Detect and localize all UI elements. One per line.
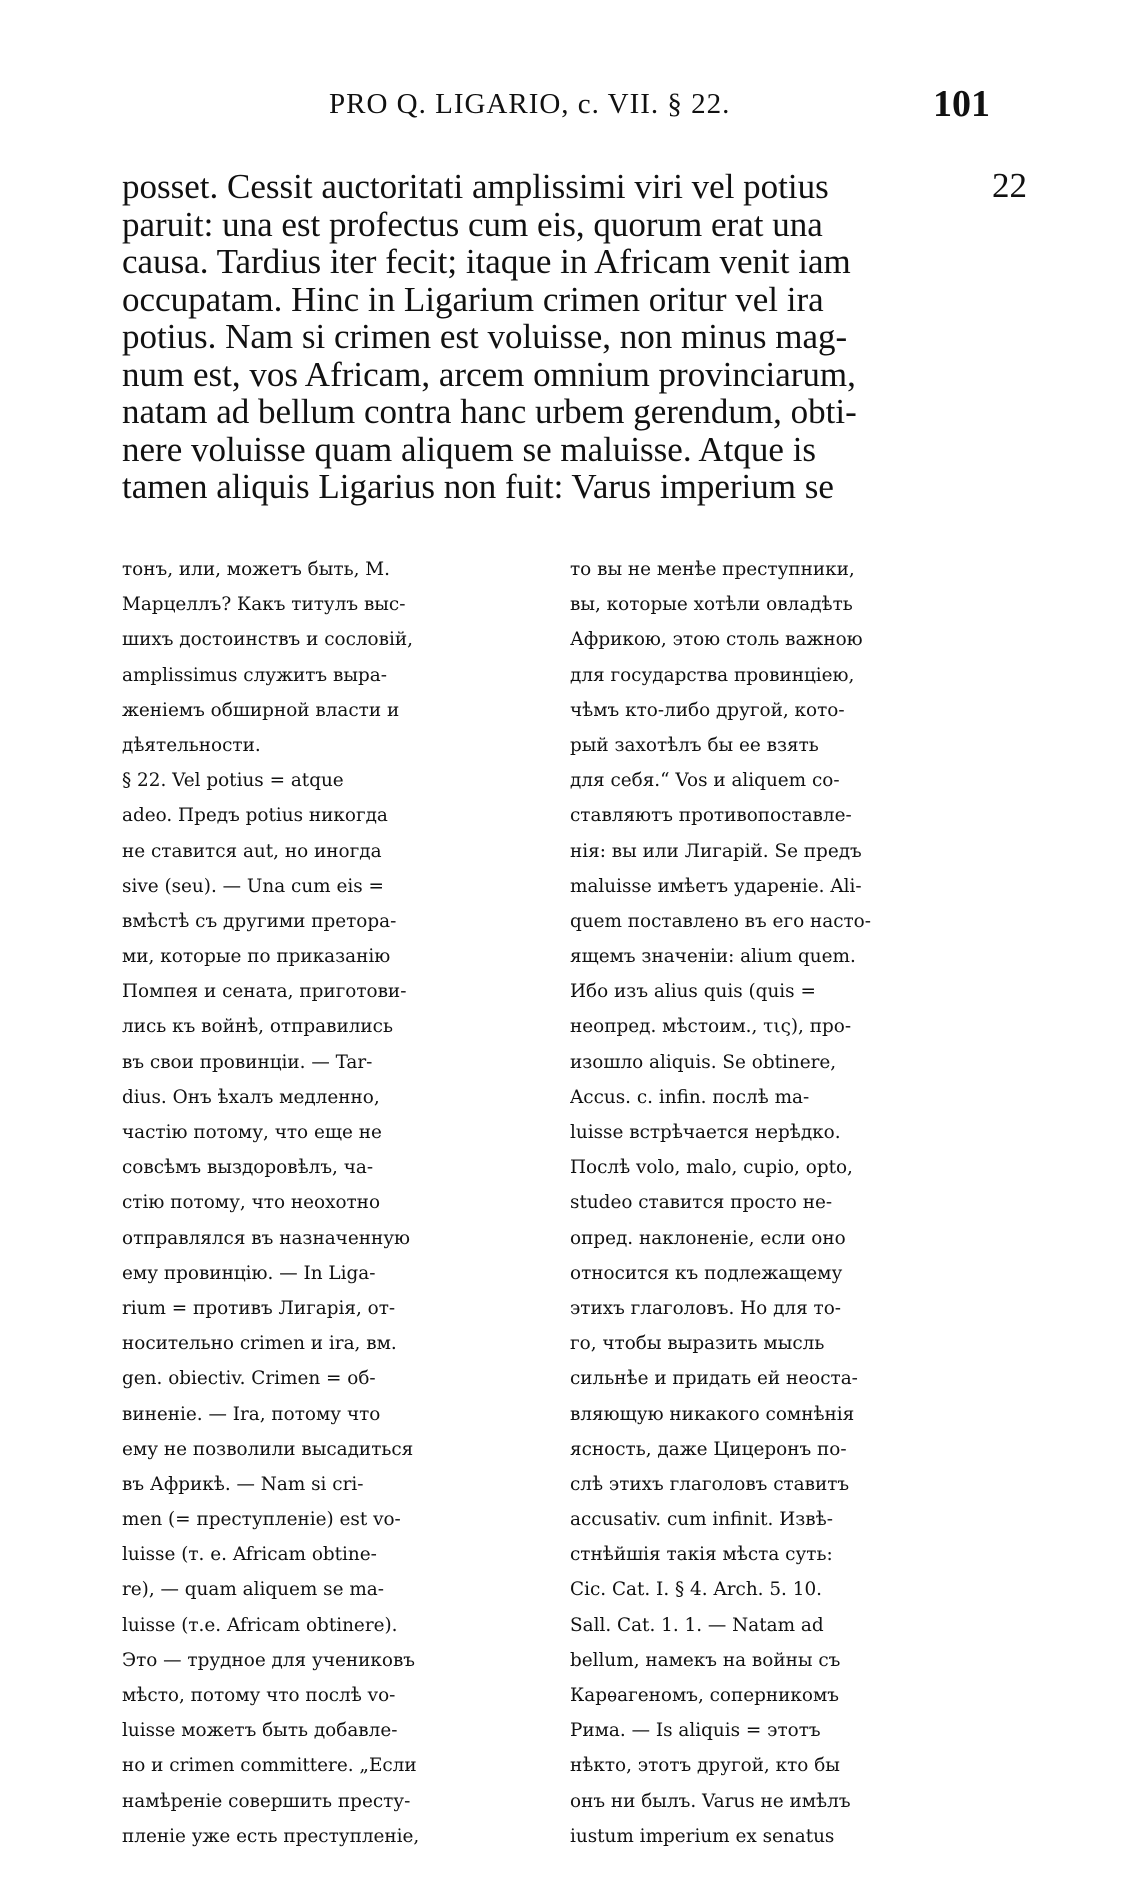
commentary-line: ему не позволили высадиться bbox=[122, 1438, 414, 1460]
commentary-line: виненіе. — Ira, потому что bbox=[122, 1403, 381, 1425]
commentary-line: вляющую никакого сомнѣнія bbox=[570, 1403, 855, 1425]
commentary-line: мѣсто, потому что послѣ vo- bbox=[122, 1685, 396, 1706]
commentary-line: ми, которые по приказанію bbox=[122, 946, 391, 968]
commentary-line: онъ ни былъ. Varus не имѣлъ bbox=[570, 1790, 851, 1812]
commentary-line: Sall. Cat. 1. 1. — Natam ad bbox=[570, 1614, 824, 1636]
commentary-line: нія: вы или Лигарій. Se предъ bbox=[570, 840, 862, 862]
commentary-line: men (= преступленіе) est vo- bbox=[122, 1509, 401, 1531]
commentary-line: пленіе уже есть преступленіе, bbox=[122, 1825, 420, 1847]
commentary-line: Марцеллъ? Какъ титулъ выс- bbox=[122, 594, 406, 616]
commentary-line: ящемъ значеніи: alium quem. bbox=[570, 946, 856, 968]
commentary-line: опред. наклоненіе, если оно bbox=[570, 1227, 846, 1249]
latin-text-line: causa. Tardius iter fecit; itaque in Africam venit iam bbox=[122, 242, 851, 281]
commentary-line: Это — трудное для учениковъ bbox=[122, 1649, 416, 1671]
commentary-line: Карѳагеномъ, соперникомъ bbox=[570, 1685, 840, 1706]
latin-text-line: posset. Cessit auctoritati amplissimi viri vel potius bbox=[122, 167, 829, 206]
commentary-line: Помпея и сената, приготови- bbox=[122, 981, 407, 1003]
commentary-line: то вы не менѣе преступники, bbox=[570, 559, 855, 580]
commentary-line: Ибо изъ alius quis (quis = bbox=[570, 981, 816, 1003]
commentary-line: дѣятельности. bbox=[122, 734, 261, 756]
commentary-line: для государства провинціею, bbox=[570, 664, 855, 686]
commentary-line: Африкою, этою столь важною bbox=[570, 629, 863, 651]
commentary-line: iustum imperium ex senatus bbox=[570, 1825, 835, 1847]
commentary-line: не ставится aut, но иногда bbox=[122, 840, 382, 862]
latin-text-line: nere voluisse quam aliquem se maluisse. Atque is bbox=[122, 429, 817, 469]
commentary-line: вмѣстѣ съ другими претора- bbox=[122, 910, 397, 932]
commentary-line: изошло aliquis. Se obtinere, bbox=[570, 1051, 837, 1073]
commentary-line: лись къ войнѣ, отправились bbox=[122, 1016, 393, 1038]
commentary-line: стію потому, что неохотно bbox=[122, 1192, 381, 1214]
commentary-line: luisse (т.е. Africam obtinere). bbox=[122, 1614, 398, 1636]
commentary-line: re), — quam aliquem se ma- bbox=[122, 1579, 384, 1601]
commentary-line: accusativ. cum infinit. Извѣ- bbox=[570, 1509, 833, 1531]
latin-text-line: tamen aliquis Ligarius non fuit: Varus imperium se bbox=[122, 467, 834, 506]
latin-text-line: occupatam. Hinc in Ligarium crimen oritur vel ira bbox=[122, 279, 824, 319]
commentary-line: носительно crimen и ira, вм. bbox=[122, 1333, 397, 1355]
commentary-line: rium = противъ Лигарія, от- bbox=[122, 1297, 396, 1319]
commentary-line: Послѣ volo, malo, cupio, opto, bbox=[570, 1157, 853, 1179]
commentary-line: luisse встрѣчается нерѣдко. bbox=[570, 1122, 841, 1143]
commentary-line: женіемъ обширной власти и bbox=[122, 699, 400, 721]
commentary-line: gen. obiectiv. Crimen = об- bbox=[122, 1368, 376, 1390]
commentary-line: § 22. Vel potius = atque bbox=[122, 770, 344, 792]
commentary-line: нѣкто, этотъ другой, кто бы bbox=[570, 1755, 840, 1777]
commentary-line: studeo ставится просто не- bbox=[570, 1192, 833, 1214]
commentary-line: чѣмъ кто-либо другой, кото- bbox=[570, 699, 845, 721]
commentary-line: ему провинцію. — In Liga- bbox=[122, 1262, 376, 1284]
commentary-line: тонъ, или, можетъ быть, М. bbox=[122, 559, 390, 580]
commentary-line: въ свои провинціи. — Tar- bbox=[122, 1051, 373, 1073]
commentary-line: совсѣмъ выздоровѣлъ, ча- bbox=[122, 1157, 374, 1179]
latin-text-line: paruit: una est profectus cum eis, quorum erat una bbox=[122, 204, 823, 244]
commentary-line: для себя.“ Vos и aliquem со- bbox=[570, 770, 840, 792]
latin-text-line: potius. Nam si crimen est voluisse, non minus mag- bbox=[122, 317, 848, 356]
commentary-line: sive (seu). — Una cum eis = bbox=[122, 875, 384, 897]
commentary-line: quem поставлено въ его насто- bbox=[570, 910, 871, 932]
commentary-line: въ Африкѣ. — Nam si cri- bbox=[122, 1473, 364, 1495]
commentary-line: Accus. c. infin. послѣ ma- bbox=[570, 1086, 810, 1108]
page-header bbox=[122, 83, 990, 138]
commentary-line: adeo. Предъ potius никогда bbox=[122, 805, 388, 827]
latin-text-line: num est, vos Africam, arcem omnium provinciarum, bbox=[122, 354, 856, 394]
commentary-line: го, чтобы выразить мысль bbox=[570, 1333, 825, 1355]
commentary-line: намѣреніе совершить престу- bbox=[122, 1790, 411, 1812]
commentary-line: maluisse имѣетъ удареніе. Ali- bbox=[570, 875, 862, 897]
commentary-line: Cic. Cat. I. § 4. Arch. 5. 10. bbox=[570, 1579, 823, 1601]
running-head: PRO Q. LIGARIO, c. VII. § 22. bbox=[329, 88, 731, 120]
latin-text-line: natam ad bellum contra hanc urbem gerendum, obti- bbox=[122, 392, 857, 431]
commentary-line: ясность, даже Цицеронъ по- bbox=[570, 1438, 847, 1460]
commentary-line: bellum, намекъ на войны съ bbox=[570, 1649, 841, 1671]
commentary-line: частію потому, что еще не bbox=[122, 1122, 382, 1143]
commentary-line: ставляютъ противопоставле- bbox=[570, 805, 852, 827]
commentary-line: стнѣйшія такія мѣста суть: bbox=[570, 1544, 833, 1566]
commentary-line: вы, которые хотѣли овладѣть bbox=[570, 594, 853, 616]
commentary-line: luisse можетъ быть добавле- bbox=[122, 1720, 398, 1742]
commentary-left-column bbox=[122, 552, 542, 1854]
commentary-line: рый захотѣлъ бы ее взять bbox=[570, 734, 819, 756]
commentary-line: слѣ этихъ глаголовъ ставитъ bbox=[570, 1473, 850, 1495]
commentary-line: Рима. — Is aliquis = этотъ bbox=[570, 1720, 821, 1742]
commentary-line: но и crimen committere. „Если bbox=[122, 1755, 417, 1777]
commentary-line: шихъ достоинствъ и сословій, bbox=[122, 629, 413, 651]
page-number: 101 bbox=[933, 83, 990, 125]
commentary-right-column bbox=[570, 552, 990, 1854]
commentary-line: dius. Онъ ѣхалъ медленно, bbox=[122, 1086, 380, 1108]
latin-text-block bbox=[122, 168, 990, 506]
commentary-line: отправлялся въ назначенную bbox=[122, 1227, 411, 1249]
commentary-line: сильнѣе и придать ей неоста- bbox=[570, 1368, 858, 1390]
commentary-line: amplissimus служитъ выра- bbox=[122, 664, 387, 686]
commentary-line: неопред. мѣстоим., τις), про- bbox=[570, 1016, 852, 1038]
commentary-line: относится къ подлежащему bbox=[570, 1262, 843, 1284]
commentary-line: этихъ глаголовъ. Но для то- bbox=[570, 1297, 842, 1319]
margin-section-number: 22 bbox=[992, 166, 1027, 205]
commentary-line: luisse (т. е. Africam obtine- bbox=[122, 1544, 377, 1566]
